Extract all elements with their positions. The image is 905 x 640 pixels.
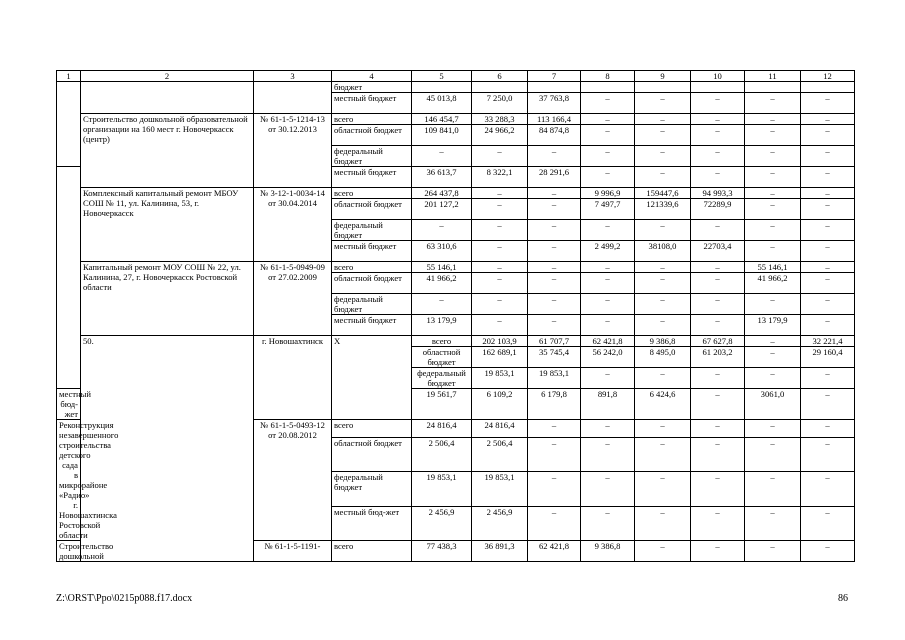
amount-cell: – — [581, 315, 635, 336]
amount-cell: 19 853,1 — [412, 472, 472, 506]
amount-cell: – — [691, 167, 745, 188]
amount-cell: – — [691, 294, 745, 315]
amount-cell: 41 966,2 — [745, 273, 801, 294]
budget-type-cell: областной бюджет — [332, 125, 412, 146]
amount-cell: 55 146,1 — [412, 262, 472, 273]
column-number: 8 — [581, 71, 635, 82]
budget-type-cell: федеральный бюджет — [332, 146, 412, 167]
amount-cell: – — [472, 273, 528, 294]
amount-cell — [745, 82, 801, 93]
amount-cell: – — [745, 199, 801, 220]
amount-cell: 891,8 — [581, 389, 635, 420]
amount-cell: – — [472, 188, 528, 199]
amount-cell: – — [745, 506, 801, 540]
amount-cell: 24 816,4 — [412, 420, 472, 438]
budget-type-cell: федеральный бюджет — [332, 472, 412, 506]
page-number: 86 — [838, 593, 848, 604]
amount-cell: – — [801, 93, 855, 114]
column-number: 4 — [332, 71, 412, 82]
amount-cell: 28 291,6 — [528, 167, 581, 188]
amount-cell: – — [528, 146, 581, 167]
amount-cell: – — [745, 167, 801, 188]
budget-type-cell: всего — [332, 262, 412, 273]
amount-cell — [472, 82, 528, 93]
budget-type-cell: местный бюджет — [332, 241, 412, 262]
column-number: 2 — [81, 71, 254, 82]
amount-cell: – — [635, 506, 691, 540]
amount-cell — [801, 82, 855, 93]
amount-cell: – — [581, 472, 635, 506]
amount-cell: – — [745, 114, 801, 125]
budget-type-cell: всего — [332, 420, 412, 438]
amount-cell: 13 179,9 — [412, 315, 472, 336]
document-number-cell: № 3-12-1-0034-14 от 30.04.2014 — [254, 188, 332, 262]
amount-cell: 19 853,1 — [528, 368, 581, 389]
amount-cell: – — [691, 93, 745, 114]
amount-cell: – — [745, 336, 801, 347]
row-number-cell — [57, 82, 81, 167]
amount-cell: – — [581, 273, 635, 294]
document-number-cell: № 61-1-5-1214-13 от 30.12.2013 — [254, 114, 332, 188]
amount-cell: – — [635, 167, 691, 188]
amount-cell: – — [691, 506, 745, 540]
amount-cell: – — [745, 437, 801, 471]
amount-cell: – — [581, 167, 635, 188]
amount-cell: – — [745, 420, 801, 438]
object-name-cell: Комплексный капитальный ремонт МБОУ СОШ № 11, ул. Калинина, 53, г. Новочеркасск — [81, 188, 254, 262]
column-number: 12 — [801, 71, 855, 82]
amount-cell: 3061,0 — [745, 389, 801, 420]
amount-cell: – — [635, 541, 691, 562]
object-name-cell: Строительство дошкольной образовательной организации на 160 мест г. Новочеркасск (центр) — [81, 114, 254, 188]
amount-cell: – — [691, 146, 745, 167]
amount-cell: – — [581, 368, 635, 389]
amount-cell: 113 166,4 — [528, 114, 581, 125]
budget-type-cell: всего — [332, 188, 412, 199]
amount-cell: – — [472, 294, 528, 315]
amount-cell: – — [581, 437, 635, 471]
row-number-cell: Строительство дошкольной — [57, 541, 81, 562]
amount-cell: – — [528, 472, 581, 506]
amount-cell: – — [472, 315, 528, 336]
amount-cell: – — [745, 368, 801, 389]
amount-cell: – — [635, 368, 691, 389]
amount-cell — [581, 82, 635, 93]
amount-cell: – — [745, 146, 801, 167]
amount-cell: – — [528, 273, 581, 294]
budget-type-cell: областной бюджет — [332, 199, 412, 220]
amount-cell: 162 689,1 — [472, 347, 528, 368]
table-row — [57, 114, 855, 125]
amount-cell: 37 763,8 — [528, 93, 581, 114]
table-row — [57, 262, 855, 273]
amount-cell: – — [745, 125, 801, 146]
amount-cell: – — [801, 262, 855, 273]
amount-cell: – — [691, 389, 745, 420]
document-number-cell — [254, 82, 332, 114]
table-row — [57, 82, 855, 93]
amount-cell: – — [528, 199, 581, 220]
amount-cell: – — [472, 220, 528, 241]
amount-cell: – — [581, 125, 635, 146]
budget-type-cell: местный бюджет — [332, 167, 412, 188]
amount-cell: – — [691, 315, 745, 336]
column-number: 7 — [528, 71, 581, 82]
amount-cell: 84 874,8 — [528, 125, 581, 146]
amount-cell: 8 322,1 — [472, 167, 528, 188]
amount-cell: – — [691, 114, 745, 125]
amount-cell: 36 613,7 — [412, 167, 472, 188]
object-name-cell: Капитальный ремонт МОУ СОШ № 22, ул. Калинина, 27, г. Новочеркасск Ростовской области — [81, 262, 254, 336]
amount-cell — [691, 82, 745, 93]
amount-cell: – — [635, 125, 691, 146]
amount-cell: – — [412, 146, 472, 167]
budget-type-cell: Х — [332, 336, 412, 420]
amount-cell: 6 424,6 — [635, 389, 691, 420]
amount-cell: – — [528, 437, 581, 471]
amount-cell: – — [691, 472, 745, 506]
amount-cell: 2 506,4 — [472, 437, 528, 471]
amount-cell: – — [801, 241, 855, 262]
amount-cell: 41 966,2 — [412, 273, 472, 294]
table-row — [57, 336, 855, 347]
amount-cell: 56 242,0 — [581, 347, 635, 368]
column-number: 11 — [745, 71, 801, 82]
amount-cell: 38108,0 — [635, 241, 691, 262]
document-number-cell: № 61-1-5-0493-12 от 20.08.2012 — [254, 420, 332, 541]
amount-cell: 32 221,4 — [801, 336, 855, 347]
amount-cell: – — [801, 146, 855, 167]
amount-cell: 36 891,3 — [472, 541, 528, 562]
amount-cell: – — [801, 389, 855, 420]
amount-cell — [528, 82, 581, 93]
amount-cell: 201 127,2 — [412, 199, 472, 220]
amount-cell: 146 454,7 — [412, 114, 472, 125]
amount-cell: – — [581, 506, 635, 540]
amount-cell: – — [691, 437, 745, 471]
amount-cell: – — [472, 241, 528, 262]
amount-cell: – — [528, 241, 581, 262]
amount-cell: 19 853,1 — [472, 472, 528, 506]
amount-cell: – — [581, 220, 635, 241]
amount-cell: – — [801, 125, 855, 146]
amount-cell: 67 627,8 — [691, 336, 745, 347]
table-row — [57, 188, 855, 199]
amount-cell: 13 179,9 — [745, 315, 801, 336]
amount-cell: – — [635, 437, 691, 471]
amount-cell: – — [745, 347, 801, 368]
row-number-cell: Реконструкция незавершенного строительства детского сада в микрорайоне «Радио» г. Новошахтинска Ростовской области — [57, 420, 81, 541]
budget-type-cell: федеральный бюджет — [332, 220, 412, 241]
document-number-cell: г. Новошахтинск — [254, 336, 332, 420]
column-number: 5 — [412, 71, 472, 82]
column-number: 1 — [57, 71, 81, 82]
amount-cell: 19 561,7 — [412, 389, 472, 420]
amount-cell: 61 707,7 — [528, 336, 581, 347]
amount-cell: – — [801, 114, 855, 125]
amount-cell: – — [581, 93, 635, 114]
amount-cell: 7 250,0 — [472, 93, 528, 114]
amount-cell: – — [745, 220, 801, 241]
amount-cell: – — [581, 262, 635, 273]
amount-cell: – — [635, 146, 691, 167]
row-number-cell: местный бюд-жет — [57, 389, 81, 420]
amount-cell: – — [801, 273, 855, 294]
amount-cell: 77 438,3 — [412, 541, 472, 562]
amount-cell: – — [635, 420, 691, 438]
amount-cell — [635, 82, 691, 93]
amount-cell: – — [745, 93, 801, 114]
amount-cell: – — [635, 472, 691, 506]
budget-type-cell: федеральный бюджет — [332, 294, 412, 315]
amount-cell: – — [801, 167, 855, 188]
object-name-cell — [81, 82, 254, 114]
amount-cell: 159447,6 — [635, 188, 691, 199]
budget-type-cell: местный бюд-жет — [332, 506, 412, 540]
amount-cell: 22703,4 — [691, 241, 745, 262]
column-number: 9 — [635, 71, 691, 82]
amount-cell: 19 853,1 — [472, 368, 528, 389]
amount-cell: 72289,9 — [691, 199, 745, 220]
column-number: 10 — [691, 71, 745, 82]
amount-cell: – — [528, 188, 581, 199]
budget-type-cell: местный бюджет — [332, 315, 412, 336]
amount-cell: – — [801, 220, 855, 241]
budget-table — [56, 70, 855, 562]
amount-cell: всего — [412, 336, 472, 347]
amount-cell: – — [472, 199, 528, 220]
amount-cell: – — [801, 541, 855, 562]
document-number-cell: № 61-1-5-0949-09 от 27.02.2009 — [254, 262, 332, 336]
amount-cell: – — [745, 472, 801, 506]
amount-cell: – — [528, 506, 581, 540]
amount-cell: 9 386,8 — [581, 541, 635, 562]
object-name-cell: 50. — [81, 336, 254, 562]
amount-cell: – — [691, 262, 745, 273]
amount-cell: – — [801, 420, 855, 438]
amount-cell: – — [801, 437, 855, 471]
amount-cell: – — [581, 146, 635, 167]
amount-cell: – — [691, 273, 745, 294]
amount-cell: 2 499,2 — [581, 241, 635, 262]
amount-cell: – — [635, 93, 691, 114]
budget-type-cell: всего — [332, 541, 412, 562]
document-number-cell: № 61-1-5-1191- — [254, 541, 332, 562]
amount-cell: – — [801, 294, 855, 315]
amount-cell: – — [581, 294, 635, 315]
amount-cell: – — [691, 125, 745, 146]
amount-cell: федеральный бюджет — [412, 368, 472, 389]
amount-cell: – — [801, 368, 855, 389]
amount-cell: – — [528, 420, 581, 438]
row-number-cell — [57, 167, 81, 389]
amount-cell: – — [581, 420, 635, 438]
amount-cell: – — [635, 114, 691, 125]
amount-cell: – — [745, 241, 801, 262]
amount-cell: 45 013,8 — [412, 93, 472, 114]
amount-cell: – — [472, 262, 528, 273]
footer-file-path: Z:\ORST\Ppo\0215p088.f17.docx — [56, 593, 193, 604]
amount-cell: 202 103,9 — [472, 336, 528, 347]
amount-cell: 6 179,8 — [528, 389, 581, 420]
amount-cell: – — [528, 220, 581, 241]
amount-cell: – — [635, 273, 691, 294]
amount-cell — [412, 82, 472, 93]
amount-cell: 9 386,8 — [635, 336, 691, 347]
amount-cell: 8 495,0 — [635, 347, 691, 368]
amount-cell: 94 993,3 — [691, 188, 745, 199]
budget-type-cell: областной бюджет — [332, 437, 412, 471]
amount-cell: – — [635, 294, 691, 315]
amount-cell: 55 146,1 — [745, 262, 801, 273]
amount-cell: – — [472, 146, 528, 167]
amount-cell: – — [635, 220, 691, 241]
amount-cell: – — [801, 199, 855, 220]
amount-cell: 7 497,7 — [581, 199, 635, 220]
amount-cell: – — [801, 506, 855, 540]
budget-type-cell: всего — [332, 114, 412, 125]
amount-cell: – — [412, 294, 472, 315]
amount-cell: – — [745, 541, 801, 562]
amount-cell: – — [691, 368, 745, 389]
budget-type-cell: местный бюджет — [332, 93, 412, 114]
amount-cell: 63 310,6 — [412, 241, 472, 262]
amount-cell: – — [635, 262, 691, 273]
amount-cell: 35 745,4 — [528, 347, 581, 368]
amount-cell: 33 288,3 — [472, 114, 528, 125]
amount-cell: – — [528, 294, 581, 315]
budget-type-cell: бюджет — [332, 82, 412, 93]
amount-cell: – — [635, 315, 691, 336]
amount-cell: – — [745, 294, 801, 315]
column-number: 6 — [472, 71, 528, 82]
amount-cell: – — [581, 114, 635, 125]
column-number: 3 — [254, 71, 332, 82]
amount-cell: 121339,6 — [635, 199, 691, 220]
amount-cell: – — [691, 541, 745, 562]
amount-cell: 6 109,2 — [472, 389, 528, 420]
amount-cell: 62 421,8 — [581, 336, 635, 347]
amount-cell: – — [528, 315, 581, 336]
amount-cell: областной бюджет — [412, 347, 472, 368]
amount-cell: – — [801, 472, 855, 506]
amount-cell: 2 506,4 — [412, 437, 472, 471]
amount-cell: 9 996,9 — [581, 188, 635, 199]
amount-cell: 24 816,4 — [472, 420, 528, 438]
amount-cell: – — [691, 420, 745, 438]
amount-cell: 24 966,2 — [472, 125, 528, 146]
amount-cell: 264 437,8 — [412, 188, 472, 199]
amount-cell: – — [691, 220, 745, 241]
header-row — [57, 71, 855, 82]
amount-cell: 61 203,2 — [691, 347, 745, 368]
amount-cell: – — [801, 188, 855, 199]
amount-cell: – — [412, 220, 472, 241]
amount-cell: – — [528, 262, 581, 273]
amount-cell: 29 160,4 — [801, 347, 855, 368]
amount-cell: 2 456,9 — [412, 506, 472, 540]
amount-cell: 2 456,9 — [472, 506, 528, 540]
amount-cell: 62 421,8 — [528, 541, 581, 562]
amount-cell: – — [745, 188, 801, 199]
amount-cell: 109 841,0 — [412, 125, 472, 146]
amount-cell: – — [801, 315, 855, 336]
budget-type-cell: областной бюджет — [332, 273, 412, 294]
